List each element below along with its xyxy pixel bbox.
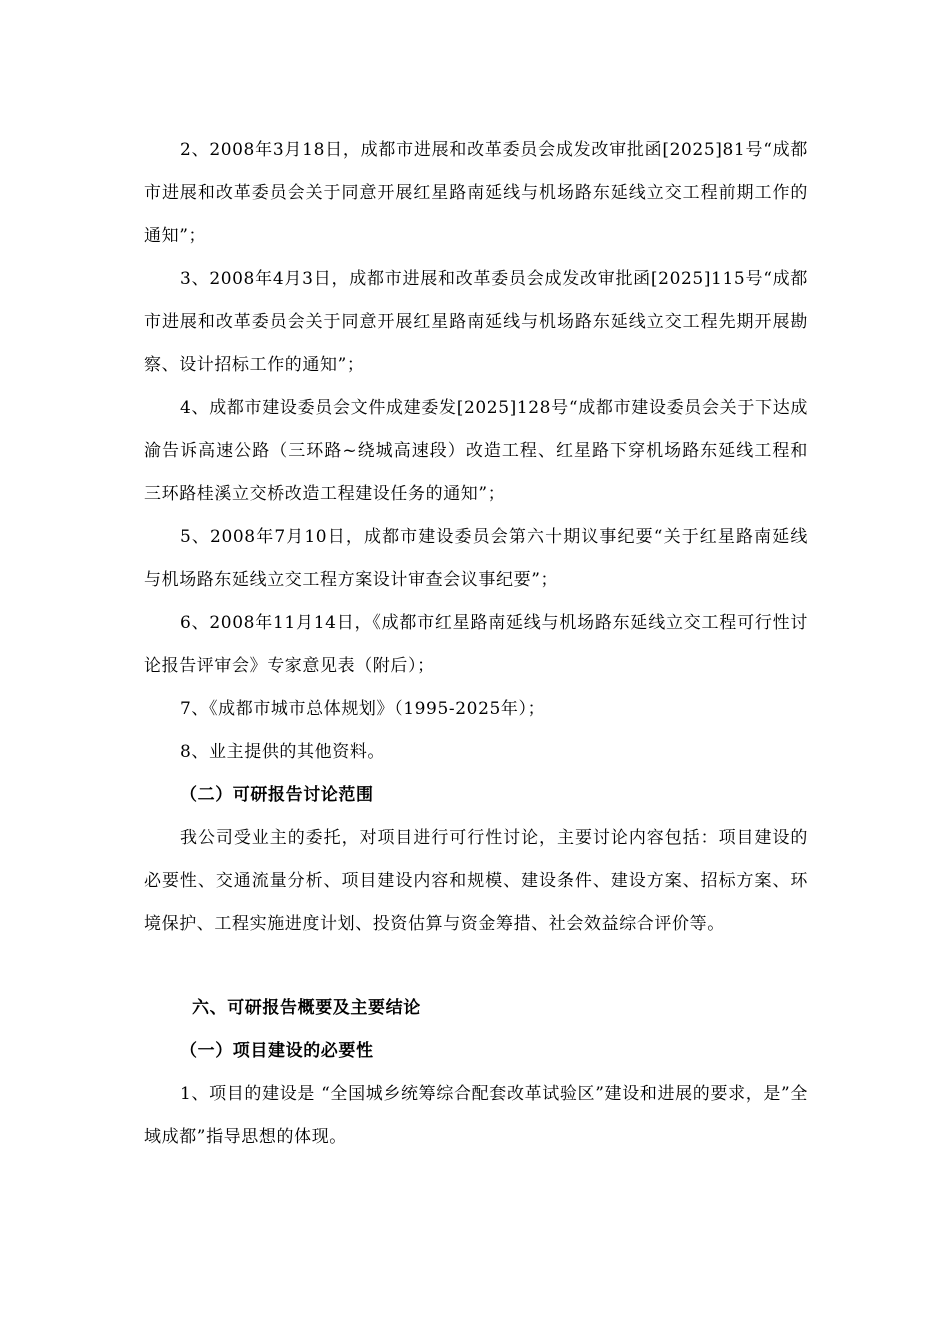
reference-item-2 bbox=[144, 129, 808, 258]
document-body bbox=[144, 129, 808, 1159]
reference-item-7 bbox=[144, 688, 808, 731]
reference-item-3 bbox=[144, 258, 808, 387]
item-text: 成都市建设委员会文件成建委发[2025]128号“成都市建设委员会关于下达成渝告诉高速公路（三环路~绕城高速段）改造工程、红星路下穿机场路东延线工程和三环路桂溪立交桥改造工程建设任务的通知”； bbox=[144, 398, 808, 504]
chapter-heading-six: 六、可研报告概要及主要结论 bbox=[192, 998, 421, 1018]
item-number: 5、 bbox=[180, 527, 211, 547]
item-number: 7、 bbox=[180, 699, 210, 719]
reference-item-6 bbox=[144, 602, 808, 688]
item-text: 2008年4月3日，成都市进展和改革委员会成发改审批函[2025]115号“成都市进展和改革委员会关于同意开展红星路南延线与机场路东延线立交工程先期开展勘察、设计招标工作的通知”； bbox=[144, 269, 808, 375]
item-text: 2008年11月14日，《成都市红星路南延线与机场路东延线立交工程可行性讨论报告评审会》专家意见表（附后）； bbox=[144, 613, 808, 676]
item-number: 3、 bbox=[180, 269, 210, 289]
item-text: 2008年7月10日，成都市建设委员会第六十期议事纪要“关于红星路南延线与机场路东延线立交工程方案设计审查会议事纪要”； bbox=[144, 527, 808, 590]
necessity-item-1: 1、项目的建设是 “全国城乡统筹综合配套改革试验区”建设和进展的要求，是”全域成都”指导思想的体现。 bbox=[144, 1084, 808, 1147]
item-number: 6、 bbox=[180, 613, 210, 633]
item-number: 4、 bbox=[180, 398, 210, 418]
section-heading-scope: （二）可研报告讨论范围 bbox=[180, 785, 374, 805]
item-number: 8、 bbox=[180, 742, 210, 762]
reference-item-8 bbox=[144, 731, 808, 774]
reference-item-4 bbox=[144, 387, 808, 516]
reference-item-5 bbox=[144, 516, 808, 602]
item-text: 《成都市城市总体规划》（1995-2025年）； bbox=[209, 699, 546, 719]
item-number: 2、 bbox=[180, 140, 210, 160]
item-text: 2008年3月18日，成都市进展和改革委员会成发改审批函[2025]81号“成都市进展和改革委员会关于同意开展红星路南延线与机场路东延线立交工程前期工作的通知”； bbox=[144, 140, 808, 246]
section-heading-necessity: （一）项目建设的必要性 bbox=[180, 1041, 374, 1061]
item-text: 业主提供的其他资料。 bbox=[209, 742, 386, 762]
scope-paragraph: 我公司受业主的委托，对项目进行可行性讨论，主要讨论内容包括：项目建设的必要性、交通流量分析、项目建设内容和规模、建设条件、建设方案、招标方案、环境保护、工程实施进度计划、投资估算与资金筹措、社会效益综合评价等。 bbox=[144, 828, 808, 934]
